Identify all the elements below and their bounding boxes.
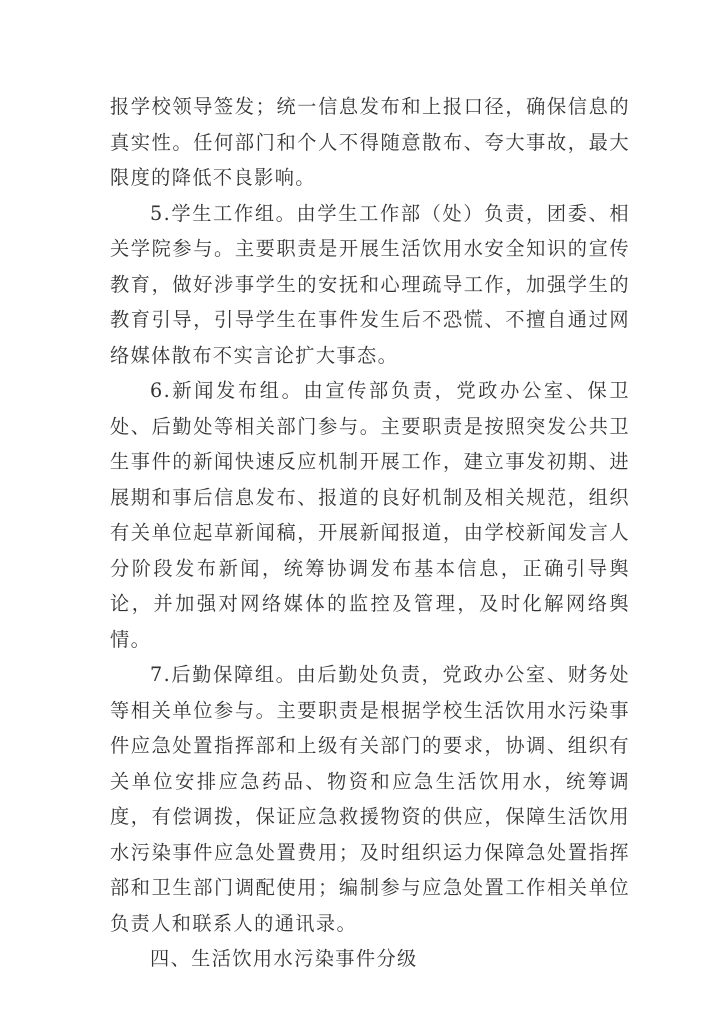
paragraph-report-signoff: 报学校领导签发；统一信息发布和上报口径，确保信息的真实性。任何部门和个人不得随意散布、夸大事故，最大限度的降低不良影响。: [110, 95, 630, 189]
paragraph-logistics-support-group: 7.后勤保障组。由后勤处负责，党政办公室、财务处等相关单位参与。主要职责是根据学校生活饮用水污染事件应急处置指挥部和上级有关部门的要求，协调、组织有关单位安排应急药品、物资和应急生活饮用水，统筹调度，有偿调拨，保证应急救援物资的供应，保障生活饮用水污染事件应急处置费用；及时组织运力保障急处置指挥部和卫生部门调配使用；编制参与应急处置工作相关单位负责人和联系人的通讯录。: [110, 663, 630, 935]
section-heading-incident-classification: 四、生活饮用水污染事件分级: [150, 947, 418, 970]
paragraph-student-work-group: 5.学生工作组。由学生工作部（处）负责，团委、相关学院参与。主要职责是开展生活饮用水安全知识的宣传教育，做好涉事学生的安抚和心理疏导工作，加强学生的教育引导，引导学生在事件发生后不恐慌、不擅自通过网络媒体散布不实言论扩大事态。: [110, 201, 630, 367]
document-body: [110, 89, 630, 977]
paragraph-news-release-group: 6.新闻发布组。由宣传部负责，党政办公室、保卫处、后勤处等相关部门参与。主要职责是按照突发公共卫生事件的新闻快速反应机制开展工作，建立事发初期、进展期和事后信息发布、报道的良好机制及相关规范，组织有关单位起草新闻稿，开展新闻报道，由学校新闻发言人分阶段发布新闻，统筹协调发布基本信息，正确引导舆论，并加强对网络媒体的监控及管理，及时化解网络舆情。: [110, 379, 630, 651]
